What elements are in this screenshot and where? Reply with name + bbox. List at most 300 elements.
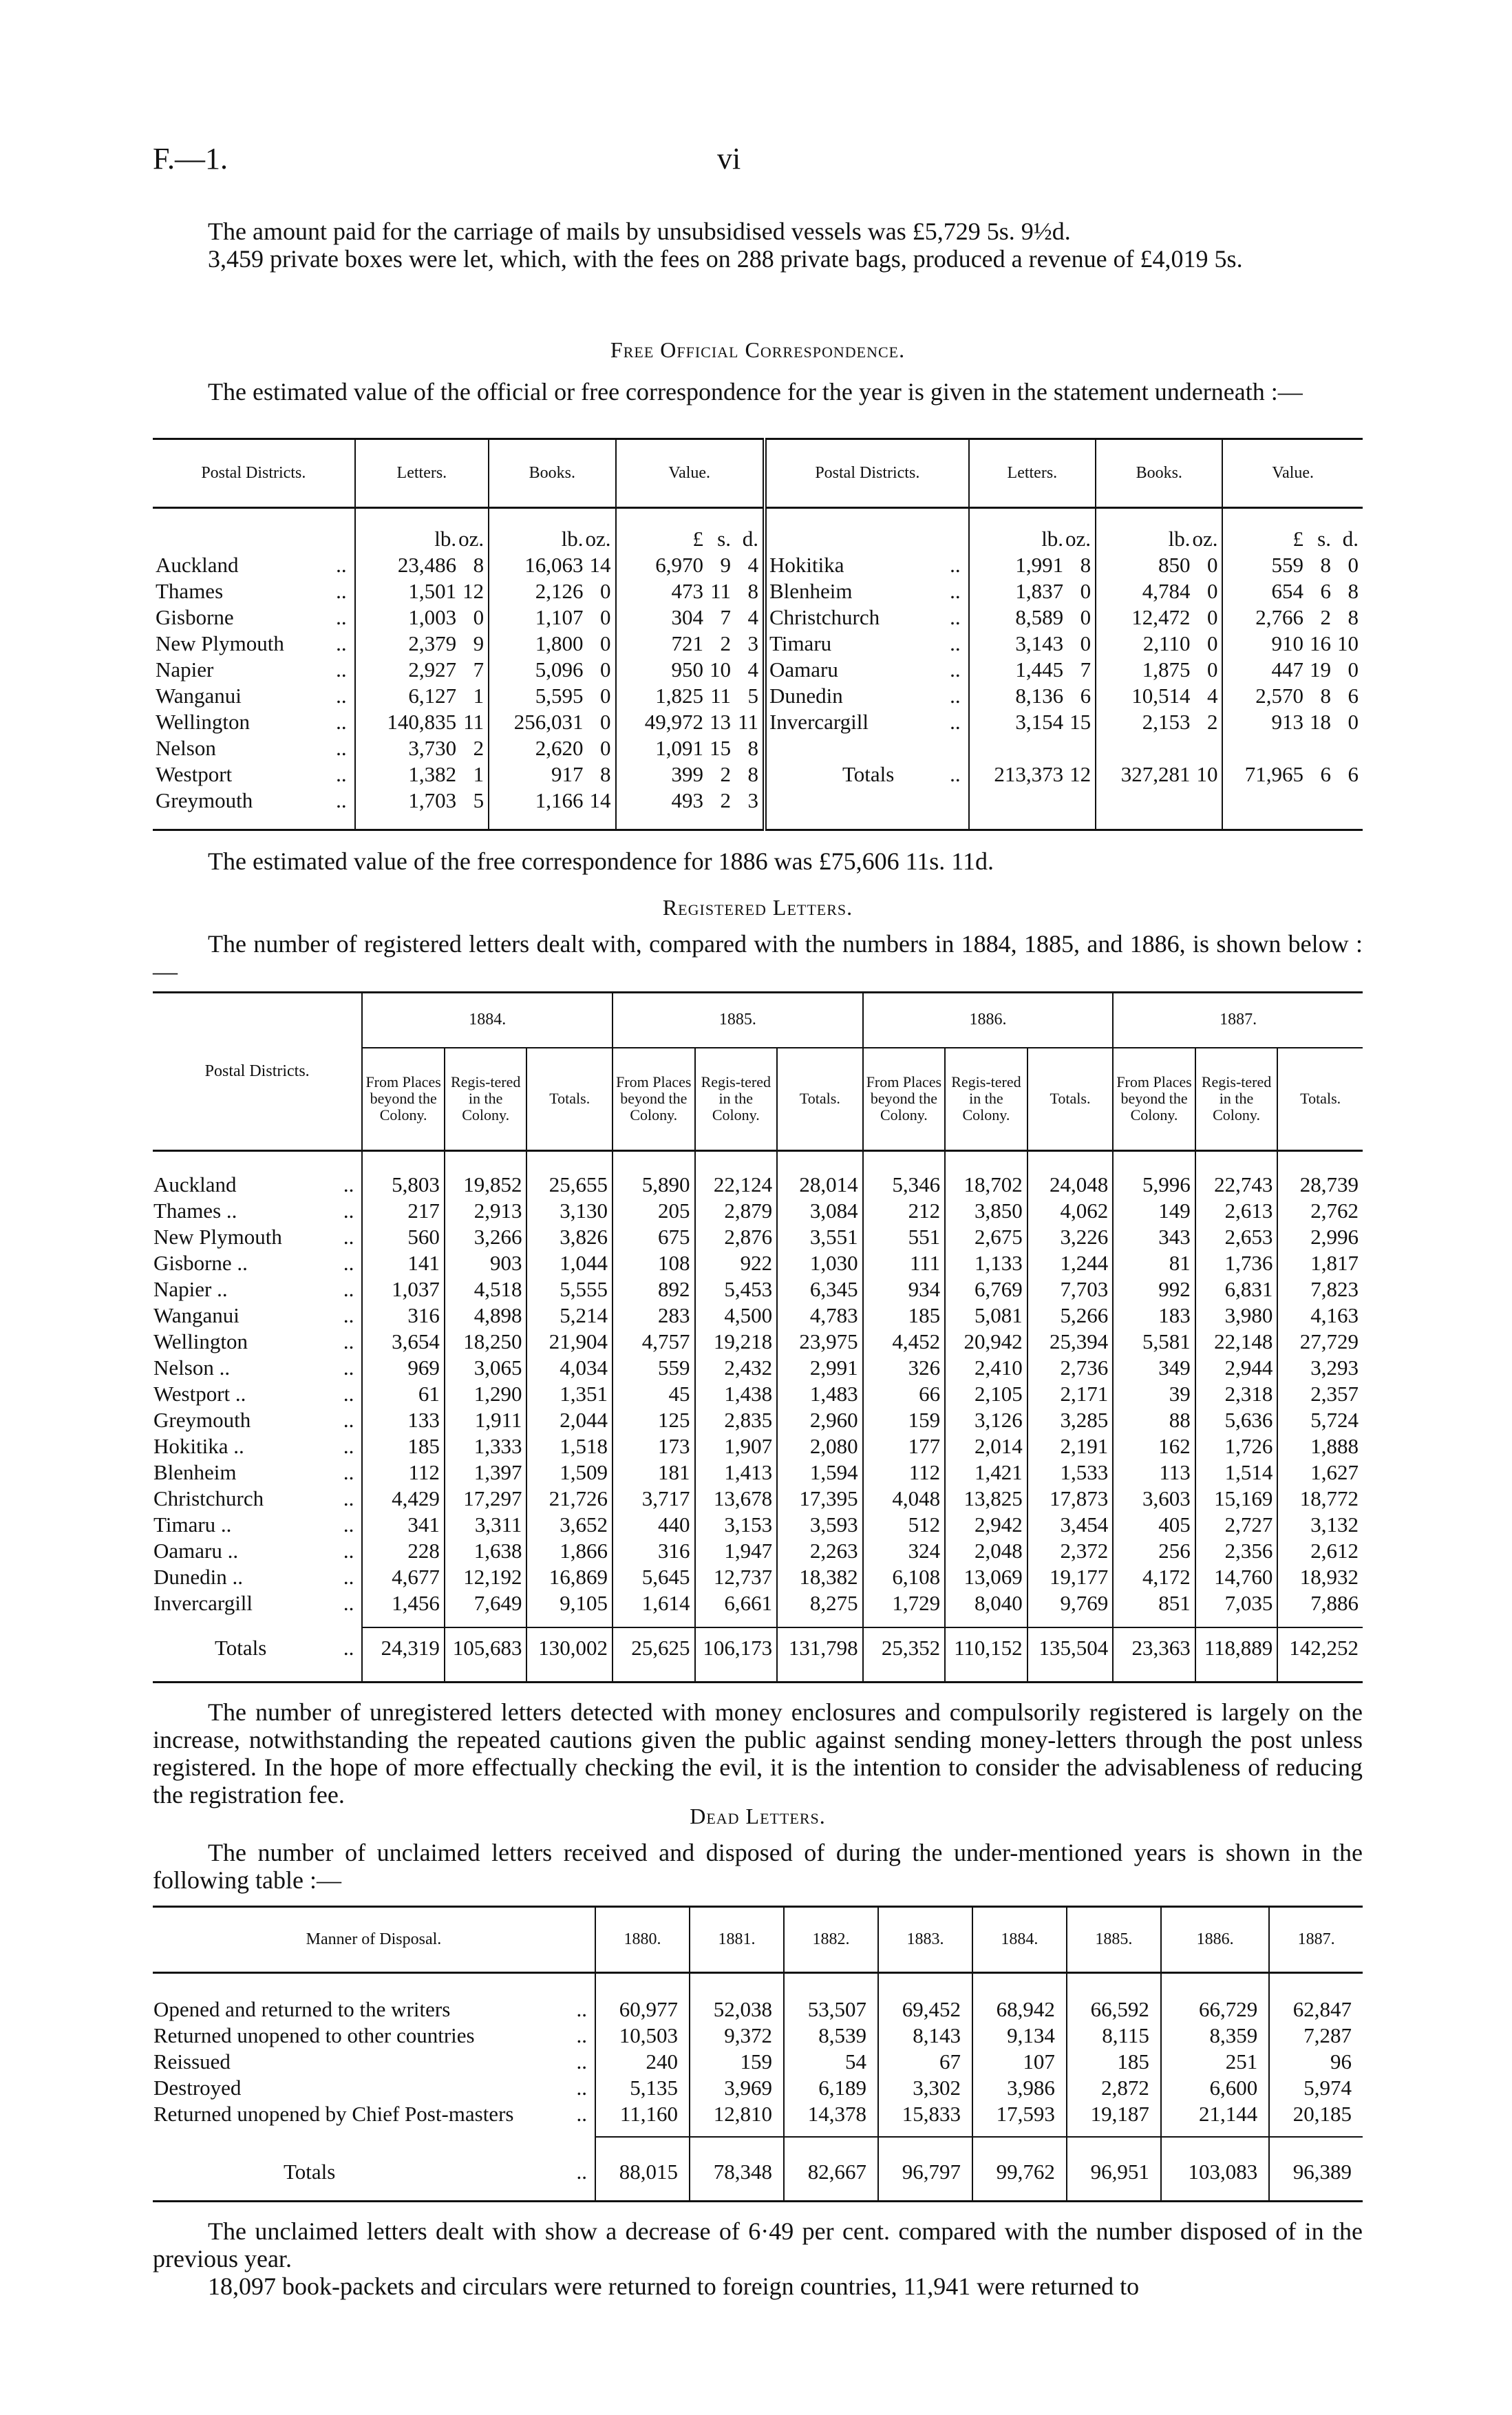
val-l: 304 — [671, 604, 703, 629]
blank-cell — [1269, 2185, 1363, 2202]
value-cell: 185 — [863, 1303, 946, 1329]
table-row — [153, 1250, 1363, 1276]
table-row — [153, 1198, 1363, 1224]
value-cell — [1222, 788, 1363, 814]
letters-oz: 6 — [1080, 683, 1092, 708]
val-l: 399 — [671, 761, 703, 786]
district-label: Greymouth — [153, 1407, 251, 1432]
value-cell — [489, 631, 615, 657]
value-cell: 316 — [613, 1538, 695, 1564]
val-s: 7 — [720, 604, 731, 629]
district-name — [153, 1172, 362, 1198]
mail-carriage-paragraph: The amount paid for the carriage of mails by unsubsidised vessels was £5,729 5s. 9½d. — [208, 218, 1071, 245]
books-oz: 8 — [600, 761, 611, 786]
district-label: Invercargill — [153, 1590, 253, 1615]
val-d: 8 — [747, 735, 758, 760]
val-l: 71,965 — [1244, 761, 1303, 786]
value-cell — [1222, 709, 1363, 735]
value-cell — [489, 761, 615, 788]
value-cell: 5,996 — [1113, 1172, 1195, 1198]
value-cell: 17,395 — [777, 1486, 863, 1512]
books-lb: 256,031 — [513, 709, 584, 734]
col-postal-districts-2: Postal Districts. — [765, 439, 969, 508]
books-lb: 5,595 — [535, 683, 584, 708]
table-row — [153, 1486, 1363, 1512]
district-name — [153, 1303, 362, 1329]
value-cell: 66,729 — [1161, 1996, 1269, 2023]
value-cell: 251 — [1161, 2049, 1269, 2075]
value-cell: 113 — [1113, 1459, 1195, 1486]
value-cell: 14,378 — [784, 2101, 878, 2127]
leader-dots: .. — [336, 657, 347, 682]
value-cell: 8,143 — [878, 2023, 972, 2049]
col-from-beyond: From Places beyond the Colony. — [863, 1048, 946, 1151]
value-cell: 118,889 — [1195, 1627, 1278, 1669]
blank-cell — [153, 1616, 362, 1627]
value-cell: 62,847 — [1269, 1996, 1363, 2023]
books-oz: 0 — [1206, 604, 1218, 629]
books-lb: 1,166 — [535, 788, 584, 812]
district-name — [153, 552, 355, 578]
value-cell — [969, 631, 1096, 657]
value-cell: 6,345 — [777, 1276, 863, 1303]
value-cell: 88,015 — [595, 2137, 690, 2185]
value-cell: 133 — [362, 1407, 445, 1433]
col-letters-2: Letters. — [969, 439, 1096, 508]
value-cell: 15,833 — [878, 2101, 972, 2127]
value-cell: 185 — [362, 1433, 445, 1459]
value-cell: 67 — [878, 2049, 972, 2075]
value-cell: 2,991 — [777, 1355, 863, 1381]
blank-cell — [153, 508, 355, 552]
section-heading-free-official: Free Official Correspondence. — [610, 337, 906, 362]
district-name — [765, 788, 969, 814]
district-name — [153, 1198, 362, 1224]
blank-cell — [945, 1151, 1027, 1172]
district-label: Gisborne .. — [153, 1250, 248, 1275]
blank-cell — [362, 1616, 445, 1627]
district-label: Westport .. — [153, 1381, 246, 1406]
district-name — [765, 604, 969, 631]
value-cell: 8,115 — [1067, 2023, 1161, 2049]
district-name — [153, 1329, 362, 1355]
val-l: 910 — [1271, 631, 1303, 655]
blank-cell — [362, 1669, 445, 1683]
value-cell: 110,152 — [945, 1627, 1027, 1669]
letters-oz: 0 — [473, 604, 485, 629]
val-d: 5 — [747, 683, 758, 708]
blank-cell — [863, 1669, 946, 1683]
value-cell: 3,717 — [613, 1486, 695, 1512]
value-cell: 69,452 — [878, 1996, 972, 2023]
district-name — [765, 709, 969, 735]
book-packets-note: 18,097 book-packets and circulars were returned to foreign countries, 11,941 were returned to — [208, 2272, 1140, 2300]
blank-cell — [445, 1616, 527, 1627]
value-cell: 81 — [1113, 1250, 1195, 1276]
col-books: Books. — [489, 439, 615, 508]
value-cell — [1096, 657, 1222, 683]
manner-label: Opened and returned to the writers — [153, 1996, 451, 2021]
value-cell: 6,108 — [863, 1564, 946, 1590]
value-cell — [616, 578, 765, 604]
value-cell: 1,627 — [1277, 1459, 1363, 1486]
value-cell: 5,346 — [863, 1172, 946, 1198]
district-name — [153, 788, 355, 814]
district-label: Nelson — [156, 735, 216, 760]
value-cell: 159 — [863, 1407, 946, 1433]
leader-dots: .. — [343, 1538, 354, 1563]
value-cell: 8,040 — [945, 1590, 1027, 1616]
district-label: Wellington — [153, 1329, 248, 1353]
value-cell — [969, 735, 1096, 761]
value-cell: 53,507 — [784, 1996, 878, 2023]
val-s: 6 — [1320, 761, 1331, 786]
table-row — [153, 683, 1363, 709]
value-cell: 23,975 — [777, 1329, 863, 1355]
val-l: 1,825 — [655, 683, 703, 708]
letters-oz: 7 — [473, 657, 485, 682]
value-cell — [355, 578, 489, 604]
intro-section — [153, 218, 1363, 273]
val-d: 11 — [738, 709, 758, 734]
value-cell — [969, 578, 1096, 604]
blank-cell — [1277, 1616, 1363, 1627]
value-cell: 19,852 — [445, 1172, 527, 1198]
blank-cell — [153, 1669, 362, 1683]
district-label: Totals — [842, 761, 895, 786]
value-cell: 440 — [613, 1512, 695, 1538]
value-cell: 177 — [863, 1433, 946, 1459]
books-oz: 0 — [600, 631, 611, 655]
table-row — [153, 578, 1363, 604]
value-cell: 6,661 — [695, 1590, 778, 1616]
value-cell: 7,287 — [1269, 2023, 1363, 2049]
leader-dots: .. — [343, 1512, 354, 1537]
units-row — [153, 508, 1363, 552]
year-header-row — [153, 993, 1363, 1048]
district-label: Christchurch — [153, 1486, 264, 1510]
leader-dots: .. — [343, 1276, 354, 1301]
value-cell: 7,886 — [1277, 1590, 1363, 1616]
value-cell: 9,105 — [526, 1590, 613, 1616]
value-cell — [616, 631, 765, 657]
val-s: 16 — [1310, 631, 1331, 655]
leader-dots: .. — [950, 552, 961, 577]
value-cell: 3,593 — [777, 1512, 863, 1538]
value-cell: 1,030 — [777, 1250, 863, 1276]
value-cell: 5,081 — [945, 1303, 1027, 1329]
page-number: vi — [717, 142, 741, 176]
value-cell: 922 — [695, 1250, 778, 1276]
district-label: Gisborne — [156, 604, 234, 629]
val-s: 8 — [1320, 552, 1331, 577]
dead-letters-table — [153, 1906, 1363, 2300]
blank-cell — [972, 2127, 1067, 2137]
district-name — [153, 1459, 362, 1486]
letters-oz: 12 — [462, 578, 485, 603]
leader-dots: .. — [336, 788, 347, 812]
unit-label: oz. — [1065, 526, 1092, 551]
value-cell: 7,703 — [1027, 1276, 1114, 1303]
value-cell: 18,250 — [445, 1329, 527, 1355]
value-cell: 4,677 — [362, 1564, 445, 1590]
leader-dots: .. — [343, 1433, 354, 1458]
blank-cell — [1195, 1669, 1278, 1683]
district-label: New Plymouth — [156, 631, 284, 655]
value-cell: 3,130 — [526, 1198, 613, 1224]
letters-lb: 1,445 — [1015, 657, 1064, 682]
col-totals: Totals. — [1027, 1048, 1114, 1151]
unit-label: s. — [1317, 526, 1331, 551]
value-cell: 3,153 — [695, 1512, 778, 1538]
value-cell: 316 — [362, 1303, 445, 1329]
unit-cell — [969, 508, 1096, 552]
value-cell: 14,760 — [1195, 1564, 1278, 1590]
value-cell: 2,762 — [1277, 1198, 1363, 1224]
letters-lb: 23,486 — [397, 552, 457, 577]
value-cell: 173 — [613, 1433, 695, 1459]
books-oz: 0 — [1206, 578, 1218, 603]
value-cell: 23,363 — [1113, 1627, 1195, 1669]
district-label: Totals — [215, 1635, 267, 1660]
disposal-manner — [153, 1996, 595, 2023]
value-cell: 1,907 — [695, 1433, 778, 1459]
value-cell: 5,645 — [613, 1564, 695, 1590]
unit-cell — [616, 508, 765, 552]
value-cell: 2,876 — [695, 1224, 778, 1250]
value-cell: 1,533 — [1027, 1459, 1114, 1486]
leader-dots: .. — [336, 709, 347, 734]
blank-cell — [1195, 1616, 1278, 1627]
value-cell: 2,872 — [1067, 2075, 1161, 2101]
blank-cell — [613, 1616, 695, 1627]
padding-row — [153, 1151, 1363, 1172]
books-lb: 850 — [1158, 552, 1191, 577]
district-name — [153, 578, 355, 604]
value-cell: 4,500 — [695, 1303, 778, 1329]
unit-label: oz. — [1192, 526, 1218, 551]
year-header: 1880. — [595, 1907, 690, 1973]
leader-dots: .. — [576, 2101, 587, 2126]
district-label: Westport — [156, 761, 233, 786]
value-cell — [1096, 709, 1222, 735]
val-d: 4 — [747, 552, 758, 577]
col-from-beyond: From Places beyond the Colony. — [613, 1048, 695, 1151]
blank-cell — [1161, 2127, 1269, 2137]
free-official-intro: The estimated value of the official or free correspondence for the year is given in the statement underneath :— — [208, 378, 1303, 405]
books-oz: 14 — [589, 552, 611, 577]
blank-cell — [1161, 1973, 1269, 1996]
leader-dots: .. — [343, 1564, 354, 1589]
district-label: Wanganui — [153, 1303, 239, 1327]
district-label: Blenheim — [769, 578, 853, 603]
table-row — [153, 709, 1363, 735]
district-label: Oamaru .. — [153, 1538, 239, 1563]
value-cell: 27,729 — [1277, 1329, 1363, 1355]
blank-cell — [1277, 1151, 1363, 1172]
value-cell — [1222, 761, 1363, 788]
value-cell: 2,944 — [1195, 1355, 1278, 1381]
value-cell: 324 — [863, 1538, 946, 1564]
value-cell: 2,653 — [1195, 1224, 1278, 1250]
value-cell: 39 — [1113, 1381, 1195, 1407]
district-name — [153, 735, 355, 761]
value-cell: 17,593 — [972, 2101, 1067, 2127]
value-cell: 21,904 — [526, 1329, 613, 1355]
val-l: 2,766 — [1255, 604, 1303, 629]
value-cell: 1,911 — [445, 1407, 527, 1433]
letters-lb: 1,703 — [408, 788, 457, 812]
value-cell: 18,772 — [1277, 1486, 1363, 1512]
value-cell: 21,144 — [1161, 2101, 1269, 2127]
leader-dots: .. — [336, 604, 347, 629]
value-cell: 212 — [863, 1198, 946, 1224]
leader-dots: .. — [343, 1355, 354, 1380]
value-cell: 1,397 — [445, 1459, 527, 1486]
val-l: 473 — [671, 578, 703, 603]
leader-dots: .. — [343, 1635, 354, 1660]
value-cell: 3,986 — [972, 2075, 1067, 2101]
val-s: 2 — [720, 788, 731, 812]
val-d: 4 — [747, 657, 758, 682]
value-cell — [355, 761, 489, 788]
leader-dots: .. — [343, 1329, 354, 1353]
blank-cell — [613, 1151, 695, 1172]
letters-lb: 3,154 — [1015, 709, 1064, 734]
blank-cell — [690, 2185, 784, 2202]
value-cell — [616, 683, 765, 709]
val-l: 654 — [1271, 578, 1303, 603]
table-row — [153, 1996, 1363, 2023]
value-cell: 675 — [613, 1224, 695, 1250]
value-cell: 5,974 — [1269, 2075, 1363, 2101]
value-cell: 2,727 — [1195, 1512, 1278, 1538]
value-cell: 1,133 — [945, 1250, 1027, 1276]
value-cell: 4,452 — [863, 1329, 946, 1355]
val-s: 2 — [720, 761, 731, 786]
value-cell: 28,739 — [1277, 1172, 1363, 1198]
value-cell — [355, 735, 489, 761]
value-cell: 1,456 — [362, 1590, 445, 1616]
free-official-section — [153, 337, 1363, 405]
col-totals: Totals. — [777, 1048, 863, 1151]
district-name — [765, 578, 969, 604]
district-name — [153, 683, 355, 709]
value-cell: 103,083 — [1161, 2137, 1269, 2185]
value-cell: 24,319 — [362, 1627, 445, 1669]
value-cell: 256 — [1113, 1538, 1195, 1564]
value-cell: 1,947 — [695, 1538, 778, 1564]
unit-label: oz. — [458, 526, 485, 551]
value-cell: 25,625 — [613, 1627, 695, 1669]
value-cell: 25,394 — [1027, 1329, 1114, 1355]
val-s: 15 — [709, 735, 731, 760]
blank-cell — [945, 1669, 1027, 1683]
value-cell: 283 — [613, 1303, 695, 1329]
value-cell — [1096, 631, 1222, 657]
private-boxes-paragraph: 3,459 private boxes were let, which, with the fees on 288 private bags, produced a revenue of £4,019 5s. — [208, 245, 1243, 273]
value-cell: 4,757 — [613, 1329, 695, 1355]
value-cell: 1,044 — [526, 1250, 613, 1276]
district-label: Invercargill — [769, 709, 869, 734]
value-cell: 6,189 — [784, 2075, 878, 2101]
blank-cell — [595, 2185, 690, 2202]
value-cell: 2,996 — [1277, 1224, 1363, 1250]
unit-label: lb. — [561, 526, 584, 551]
col-registered-in-colony: Regis-tered in the Colony. — [945, 1048, 1027, 1151]
value-cell: 2,356 — [1195, 1538, 1278, 1564]
value-cell: 2,942 — [945, 1512, 1027, 1538]
leader-dots: .. — [336, 683, 347, 708]
value-cell: 4,898 — [445, 1303, 527, 1329]
district-name — [153, 631, 355, 657]
value-cell — [1096, 578, 1222, 604]
district-name — [153, 761, 355, 788]
value-cell — [1096, 735, 1222, 761]
blank-cell — [489, 814, 615, 830]
val-d: 6 — [1348, 683, 1359, 708]
section-heading-registered: Registered Letters. — [662, 895, 853, 920]
value-cell: 3,266 — [445, 1224, 527, 1250]
books-lb: 16,063 — [524, 552, 584, 577]
district-label: Napier — [156, 657, 214, 682]
value-cell: 560 — [362, 1224, 445, 1250]
blank-cell — [1269, 2127, 1363, 2137]
disposal-manner — [153, 2101, 595, 2127]
blank-cell — [445, 1151, 527, 1172]
value-cell: 3,311 — [445, 1512, 527, 1538]
value-cell: 19,187 — [1067, 2101, 1161, 2127]
books-oz: 0 — [1206, 631, 1218, 655]
district-label: Blenheim — [153, 1459, 237, 1484]
value-cell — [489, 552, 615, 578]
value-cell: 1,594 — [777, 1459, 863, 1486]
letters-lb: 8,136 — [1015, 683, 1064, 708]
value-cell: 3,226 — [1027, 1224, 1114, 1250]
val-s: 11 — [710, 683, 731, 708]
val-d: 8 — [1348, 604, 1359, 629]
table-row — [153, 1224, 1363, 1250]
value-cell: 9,134 — [972, 2023, 1067, 2049]
unit-label: lb. — [1041, 526, 1064, 551]
table-row — [153, 2075, 1363, 2101]
value-cell: 7,649 — [445, 1590, 527, 1616]
blank-cell — [1113, 1151, 1195, 1172]
table-row — [153, 631, 1363, 657]
books-oz: 14 — [589, 788, 611, 812]
value-cell: 2,044 — [526, 1407, 613, 1433]
value-cell — [616, 735, 765, 761]
col-postal-districts: Postal Districts. — [204, 1062, 310, 1080]
blank-cell — [1113, 1616, 1195, 1627]
value-cell: 5,453 — [695, 1276, 778, 1303]
value-cell: 6,600 — [1161, 2075, 1269, 2101]
letters-lb: 1,501 — [408, 578, 457, 603]
value-cell: 66 — [863, 1381, 946, 1407]
table-row — [153, 788, 1363, 814]
manner-label: Returned unopened to other countries — [153, 2023, 475, 2047]
leader-dots: .. — [343, 1459, 354, 1484]
value-cell: 107 — [972, 2049, 1067, 2075]
blank-cell — [526, 1669, 613, 1683]
value-cell: 1,729 — [863, 1590, 946, 1616]
value-cell: 205 — [613, 1198, 695, 1224]
value-cell: 45 — [613, 1381, 695, 1407]
registered-section — [153, 895, 1363, 985]
value-cell: 112 — [362, 1459, 445, 1486]
blank-cell — [526, 1151, 613, 1172]
val-s: 2 — [1320, 604, 1331, 629]
